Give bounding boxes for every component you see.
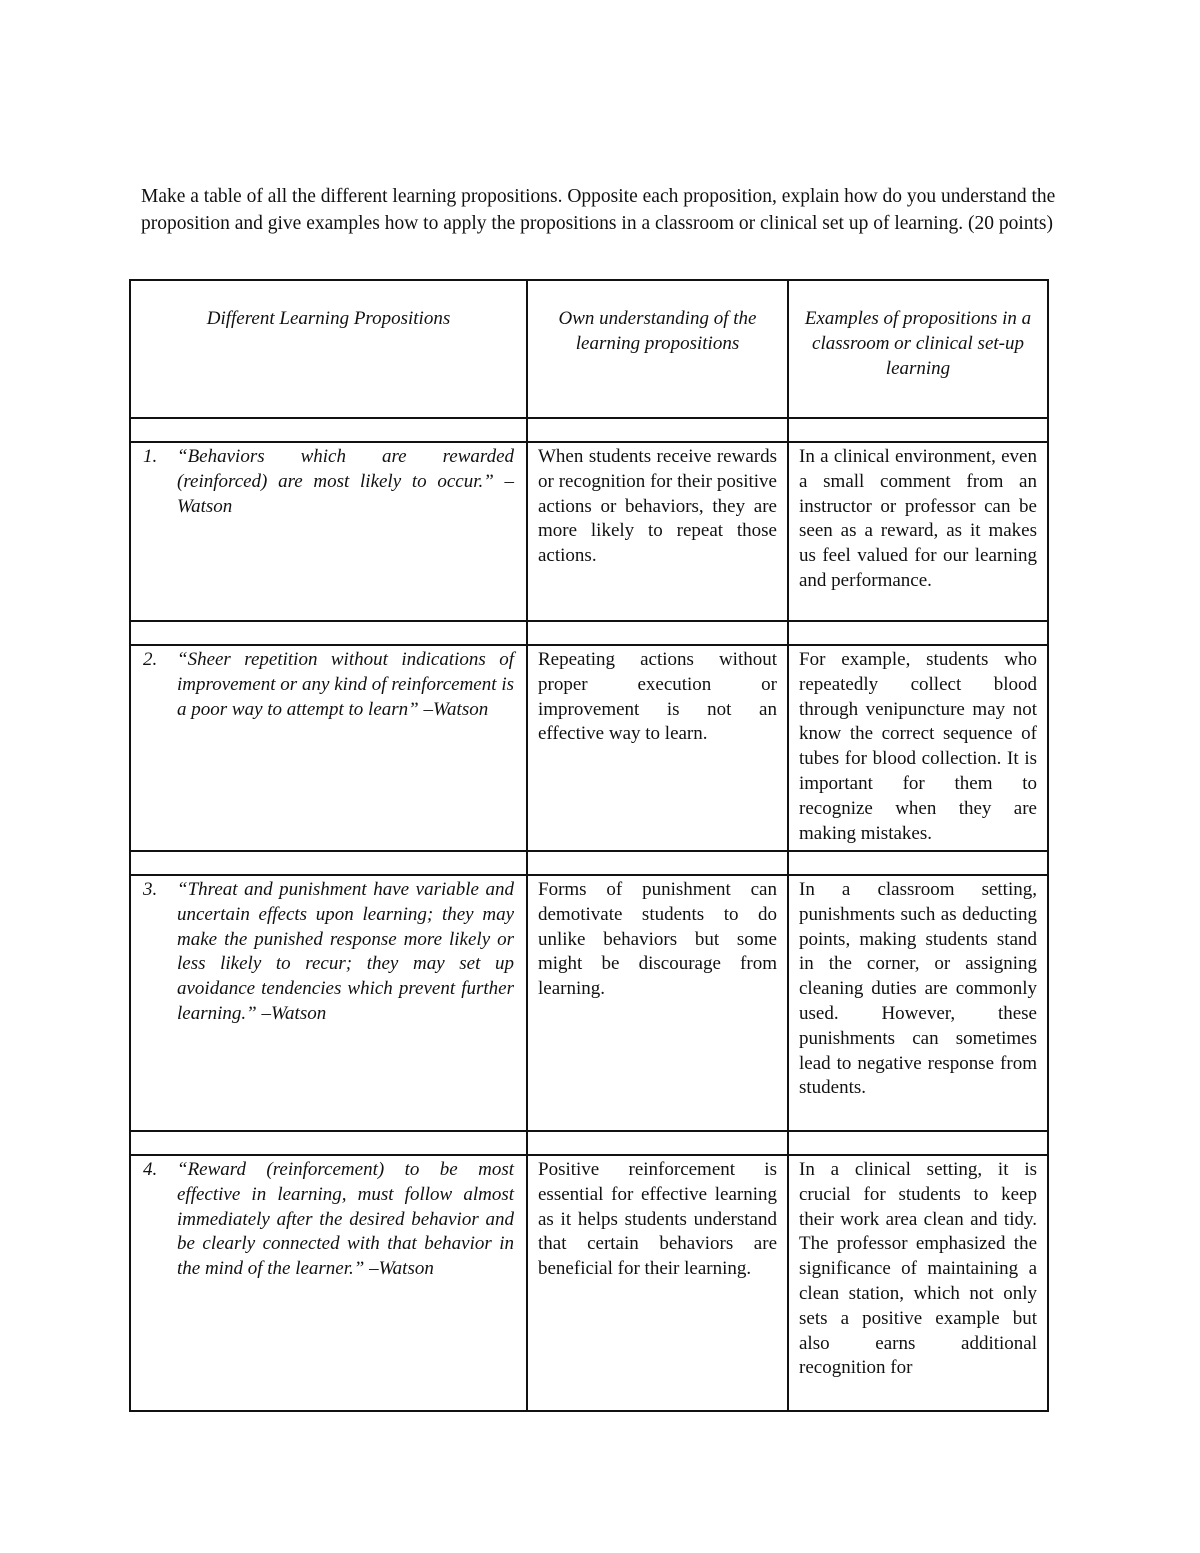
assignment-instructions: Make a table of all the different learning propositions. Opposite each proposition, explain how do you understand the proposition and give examples how to apply the propositions in a classroom or clinical set up of learning. (20 points): [141, 186, 1056, 234]
proposition-cell: [130, 875, 527, 1131]
example-cell: For example, students who repeatedly collect blood through venipuncture may not know the correct sequence of tubes for blood collection. It is important for them to recognize when they are making mistakes.: [788, 645, 1048, 851]
header-propositions: Different Learning Propositions: [130, 280, 527, 418]
propositions-table: [129, 279, 1049, 1412]
spacer-row: [130, 1131, 1048, 1155]
understanding-cell: Positive reinforcement is essential for effective learning as it helps students understand that certain behaviors are beneficial for their learning.: [527, 1155, 788, 1411]
proposition-number: 4.: [143, 1159, 158, 1180]
header-understanding: Own understanding of the learning propositions: [527, 280, 788, 418]
understanding-cell: Forms of punishment can demotivate students to do unlike behaviors but some might be discourage from learning.: [527, 875, 788, 1131]
understanding-cell: Repeating actions without proper execution or improvement is not an effective way to learn.: [527, 645, 788, 851]
table-header-row: [130, 280, 1048, 418]
proposition-cell: [130, 442, 527, 621]
proposition-number: 2.: [143, 649, 158, 670]
proposition-cell: [130, 1155, 527, 1411]
example-cell: In a clinical setting, it is crucial for students to keep their work area clean and tidy. The professor emphasized the significance of maintaining a clean station, which not only sets a positive example but also earns additional recognition for: [788, 1155, 1048, 1411]
table-row: [130, 875, 1048, 1131]
table-row: [130, 645, 1048, 851]
example-cell: In a classroom setting, punishments such as deducting points, making students stand in the corner, or assigning cleaning duties are commonly used. However, these punishments can sometimes lead to negative response from students.: [788, 875, 1048, 1131]
proposition-number: 1.: [143, 446, 158, 467]
understanding-cell: When students receive rewards or recognition for their positive actions or behaviors, they are more likely to repeat those actions.: [527, 442, 788, 621]
proposition-text: “Behaviors which are rewarded (reinforced) are most likely to occur.” –Watson: [177, 446, 514, 517]
spacer-row: [130, 621, 1048, 645]
table-row: [130, 442, 1048, 621]
spacer-row: [130, 418, 1048, 442]
proposition-text: “Reward (reinforcement) to be most effective in learning, must follow almost immediately after the desired behavior and be clearly connected with that behavior in the mind of the learner.” –Watson: [177, 1159, 514, 1280]
proposition-number: 3.: [143, 879, 158, 900]
proposition-cell: [130, 645, 527, 851]
example-cell: In a clinical environment, even a small comment from an instructor or professor can be seen as a reward, as it makes us feel valued for our learning and performance.: [788, 442, 1048, 621]
spacer-row: [130, 851, 1048, 875]
header-examples: Examples of propositions in a classroom or clinical set-up learning: [788, 280, 1048, 418]
table-row: [130, 1155, 1048, 1411]
proposition-text: “Threat and punishment have variable and uncertain effects upon learning; they may make the punished response more likely or less likely to recur; they may set up avoidance tendencies which prevent further learning.” –Watson: [177, 879, 514, 1024]
proposition-text: “Sheer repetition without indications of improvement or any kind of reinforcement is a poor way to attempt to learn” –Watson: [177, 649, 514, 720]
